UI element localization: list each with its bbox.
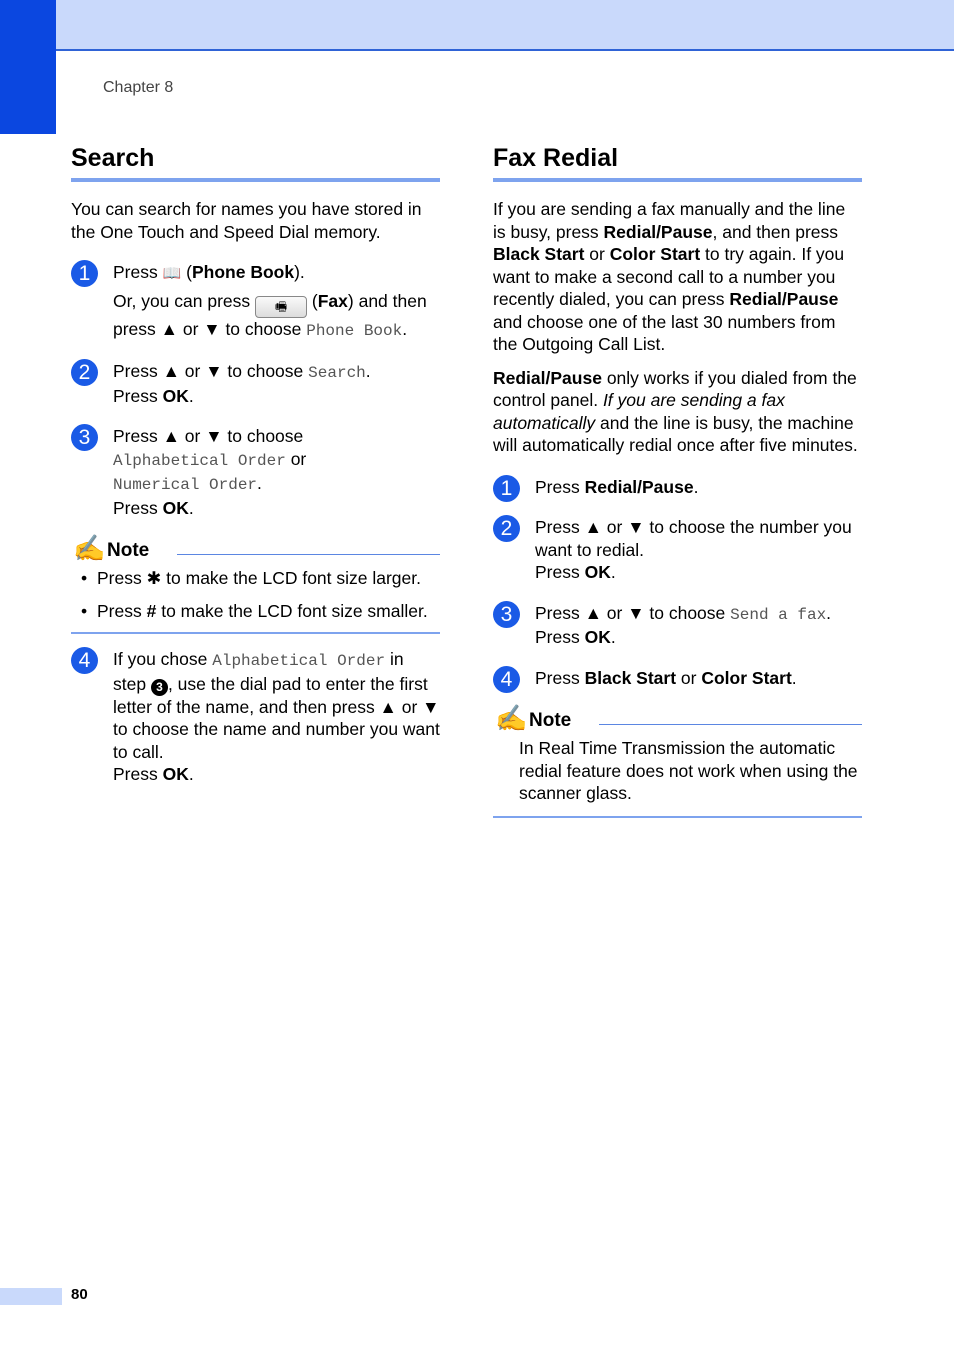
note-bullet: • Press ✱ to make the LCD font size larger. <box>81 568 421 588</box>
step-line: Press Redial/Pause. <box>535 476 699 497</box>
step-line: Press 📖 (Phone Book). <box>113 261 440 286</box>
redial-step-4 <box>493 667 862 690</box>
note-title: Note <box>107 540 150 561</box>
step-number-badge: 1 <box>493 475 520 502</box>
step-line: Press ▲ or ▼ to choose <box>113 426 304 446</box>
redial-step-1 <box>493 476 862 499</box>
redial-step-2 <box>493 516 862 584</box>
search-heading: Search <box>71 140 440 182</box>
search-step-2 <box>71 360 440 407</box>
note-title: Note <box>529 710 572 731</box>
step-line: Press OK. <box>113 764 194 784</box>
page-number: 80 <box>71 1286 88 1303</box>
fax-redial-section <box>493 140 862 818</box>
step-number-badge: 1 <box>71 260 98 287</box>
header-band <box>0 0 954 51</box>
step-number-badge: 2 <box>493 515 520 542</box>
phone-book-icon: 📖 <box>162 265 182 282</box>
note-bottom-rule <box>493 816 862 818</box>
note-bullet: • Press # to make the LCD font size smaller. <box>81 600 428 621</box>
search-step-1 <box>71 261 440 342</box>
note-pencil-icon: ✍ <box>73 533 106 563</box>
note-pencil-icon: ✍ <box>495 703 528 733</box>
search-step-4 <box>71 648 440 786</box>
step-line: Numerical Order. <box>113 473 262 494</box>
fax-button-icon: 🖷 <box>255 296 307 318</box>
step-reference-badge: 3 <box>151 679 168 696</box>
step-line: Or, you can press 🖷 (Fax) and then press ▲ or ▼ to choose Phone Book. <box>113 290 427 340</box>
step-line: Alphabetical Order or <box>113 448 307 470</box>
step-number-badge: 3 <box>71 424 98 451</box>
chapter-tab <box>0 0 56 134</box>
note-header <box>71 533 440 567</box>
note-divider <box>177 554 440 555</box>
step-line: Press OK. <box>113 497 194 518</box>
step-line: Press ▲ or ▼ to choose the number you want to redial. <box>535 517 852 560</box>
search-step-3 <box>71 425 440 519</box>
fax-redial-paragraph-2: Redial/Pause only works if you dialed from the control panel. If you are sending a fax automatically and the line is busy, the machine will automatically redial once after five minutes. <box>493 367 858 455</box>
chapter-label: Chapter 8 <box>103 79 174 96</box>
fax-redial-heading: Fax Redial <box>493 140 862 182</box>
step-number-badge: 4 <box>493 666 520 693</box>
step-line: Press ▲ or ▼ to choose Search. <box>113 361 371 382</box>
search-note <box>71 533 440 634</box>
step-line: Press OK. <box>535 562 616 582</box>
footer-band <box>0 1288 62 1305</box>
fax-redial-paragraph-1: If you are sending a fax manually and the line is busy, press Redial/Pause, and then press Black Start or Color Start to try again. If you want to make a second call to a number you recently dialed, you can press Redial/Pause and choose one of the last 30 numbers from the Outgoing Call List. <box>493 199 846 354</box>
step-line: Press Black Start or Color Start. <box>535 667 797 688</box>
step-number-badge: 2 <box>71 359 98 386</box>
search-section <box>71 140 440 786</box>
note-text: In Real Time Transmission the automatic redial feature does not work when using the scanner glass. <box>519 738 858 803</box>
note-bottom-rule <box>71 632 440 634</box>
note-divider <box>599 724 862 725</box>
step-line: Press OK. <box>113 385 194 406</box>
step-line: Press ▲ or ▼ to choose Send a fax. <box>535 602 832 624</box>
step-line: If you chose Alphabetical Order in step 3 , use the dial pad to enter the first letter of the name, and then press ▲ or ▼ to choose the name and number you want to call. <box>113 649 440 762</box>
step-number-badge: 4 <box>71 647 98 674</box>
redial-step-3 <box>493 602 862 649</box>
note-header <box>493 703 862 737</box>
step-line: Press OK. <box>535 627 616 647</box>
search-intro: You can search for names you have stored in the One Touch and Speed Dial memory. <box>71 199 422 242</box>
redial-note <box>493 703 862 818</box>
step-number-badge: 3 <box>493 601 520 628</box>
